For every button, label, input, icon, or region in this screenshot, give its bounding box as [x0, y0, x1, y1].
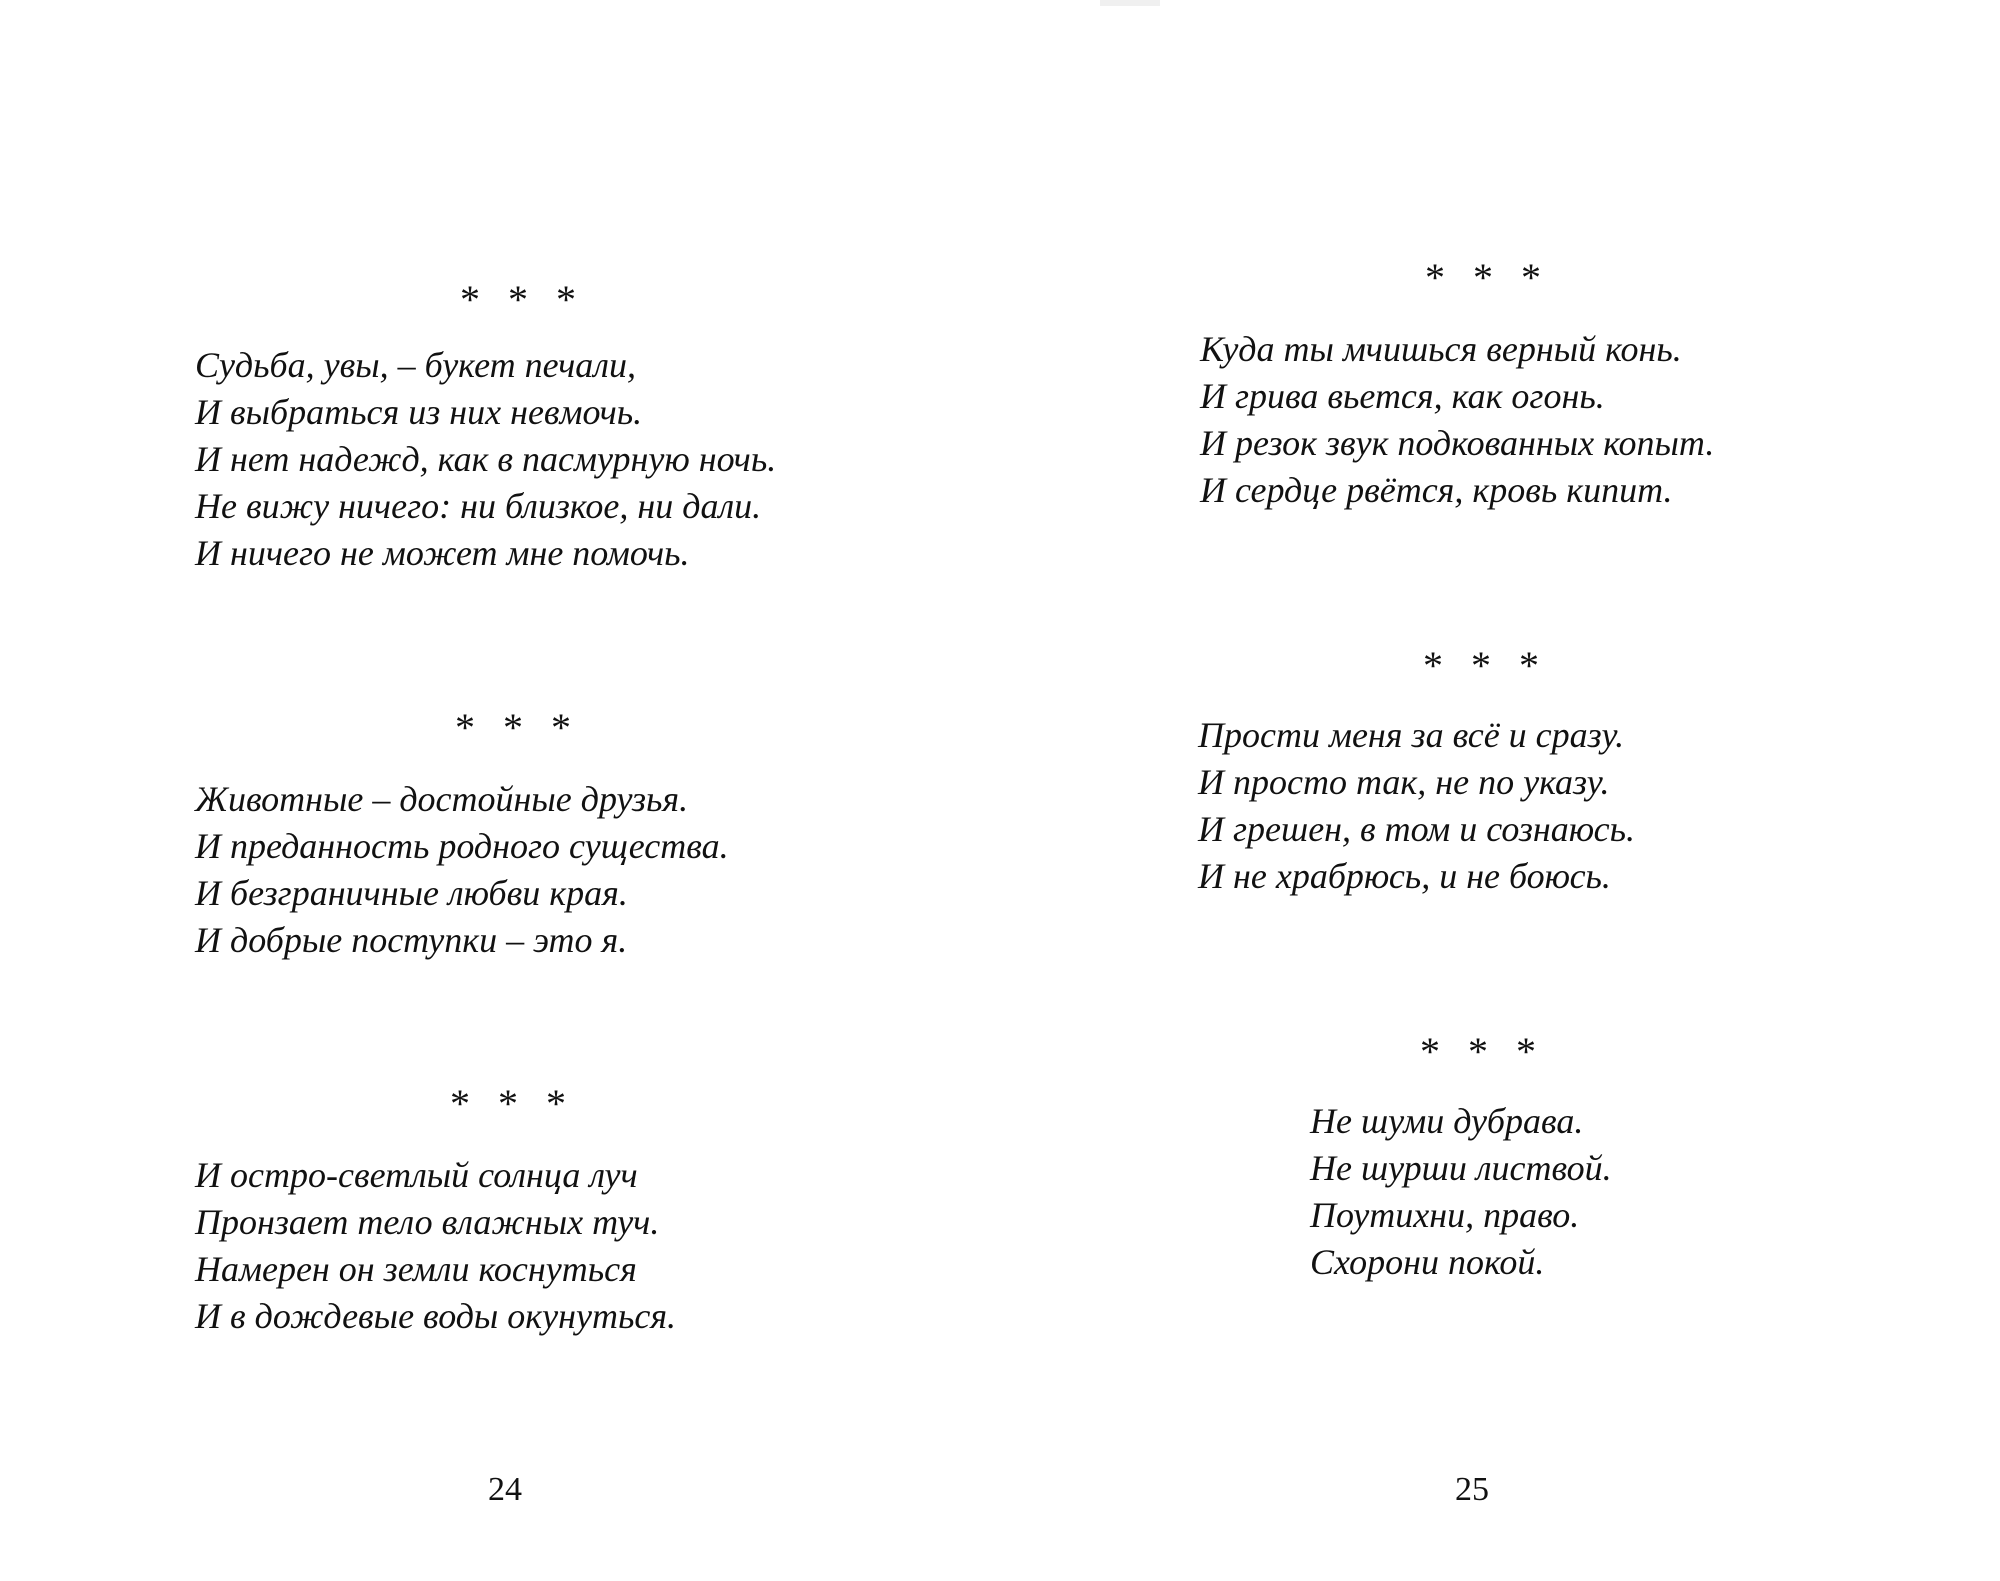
right-page	[1000, 0, 2000, 1581]
section-separator: * * *	[1425, 255, 1541, 300]
poem-line: И нет надежд, как в пасмурную ночь.	[195, 439, 777, 479]
section-separator: * * *	[1420, 1029, 1536, 1074]
poem-line: Не вижу ничего: ни близкое, ни дали.	[195, 486, 762, 526]
poem-line: И преданность родного существа.	[195, 826, 729, 866]
poem-line: И безграничные любви края.	[195, 873, 628, 913]
poem-line: Не шуми дубрава.	[1310, 1101, 1584, 1141]
poem-line: И добрые поступки – это я.	[195, 920, 628, 960]
poem-line: Прости меня за всё и сразу.	[1198, 715, 1625, 755]
section-separator: * * *	[460, 277, 576, 322]
poem-line: И ничего не может мне помочь.	[195, 533, 690, 573]
poem-line: И грива вьется, как огонь.	[1200, 376, 1605, 416]
poem-lines	[1200, 326, 1714, 514]
section-separator: * * *	[450, 1081, 566, 1126]
poem-line: И выбраться из них невмочь.	[195, 392, 643, 432]
poem-line: Животные – достойные друзья.	[195, 779, 689, 819]
poem-line: Судьба, увы, – букет печали,	[195, 345, 636, 385]
poem-line: И резок звук подкованных копыт.	[1200, 423, 1715, 463]
poem-line: Поутихни, право.	[1310, 1195, 1580, 1235]
poem-line: Схорони покой.	[1310, 1242, 1545, 1282]
poem-line: И в дождевые воды окунуться.	[195, 1296, 677, 1336]
poem-line: Не шурши листвой.	[1310, 1148, 1612, 1188]
poem-line: И не храбрюсь, и не боюсь.	[1198, 856, 1611, 896]
page-number: 24	[488, 1471, 522, 1508]
poem-lines	[1310, 1098, 1612, 1286]
poem-line: И просто так, не по указу.	[1198, 762, 1610, 802]
page-number: 25	[1455, 1471, 1489, 1508]
poem-lines	[195, 342, 776, 577]
poem-line: И грешен, в том и сознаюсь.	[1198, 809, 1636, 849]
poem-lines	[1198, 712, 1635, 900]
section-separator: * * *	[1423, 643, 1539, 688]
section-separator: * * *	[455, 705, 571, 750]
poem-line: Намерен он земли коснуться	[195, 1249, 637, 1289]
poem-line: Куда ты мчишься верный конь.	[1200, 329, 1682, 369]
poem-lines	[195, 776, 729, 964]
poem-line: Пронзает тело влажных туч.	[195, 1202, 660, 1242]
poem-line: И остро-светлый солнца луч	[195, 1155, 638, 1195]
poem-lines	[195, 1152, 676, 1340]
poem-line: И сердце рвётся, кровь кипит.	[1200, 470, 1673, 510]
